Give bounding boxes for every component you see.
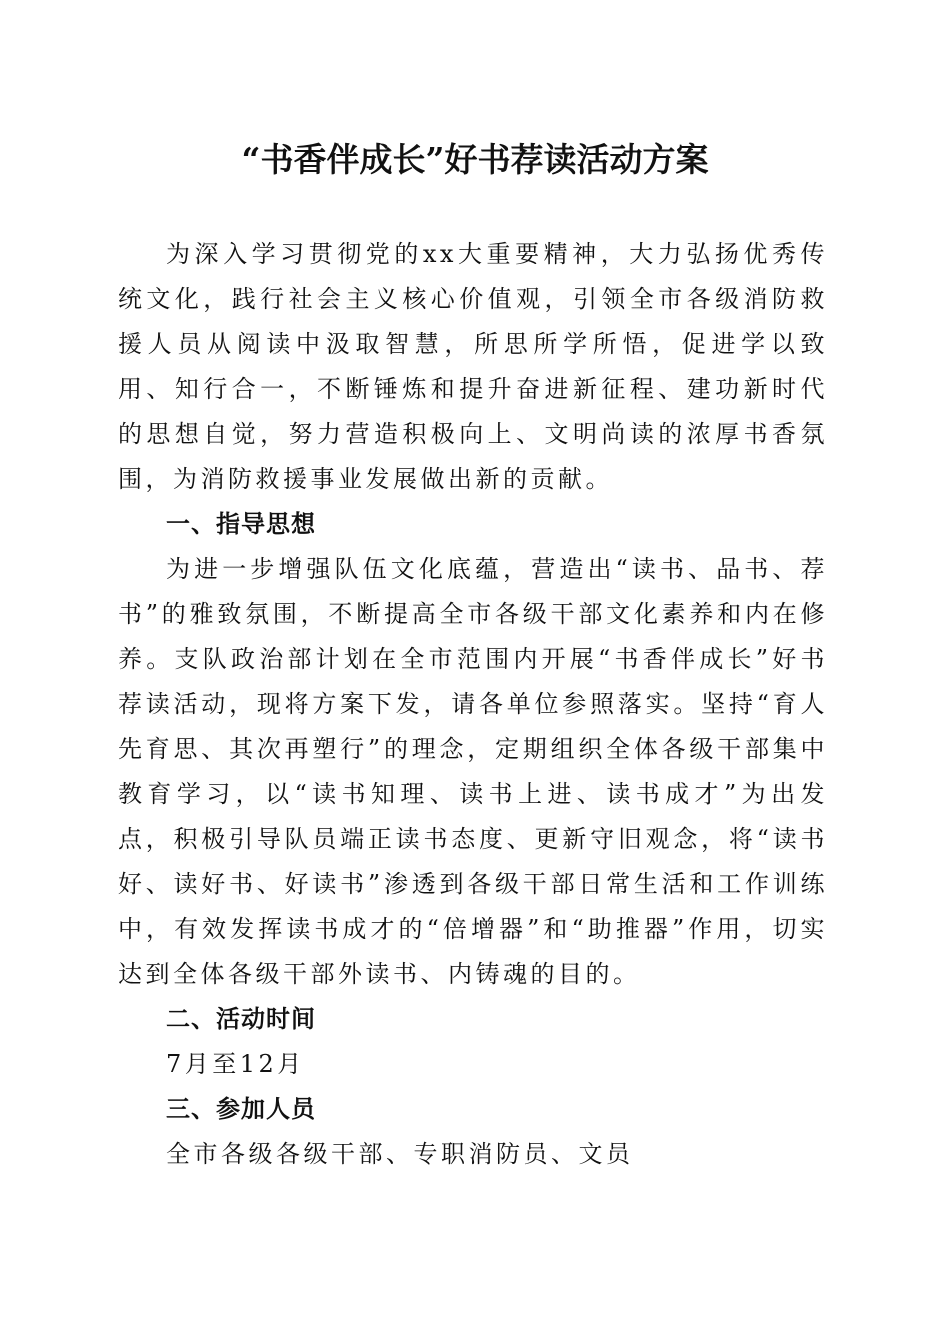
intro-paragraph: 为深入学习贯彻党的xx大重要精神，大力弘扬优秀传统文化，践行社会主义核心价值观，引领全市各级消防救援人员从阅读中汲取智慧，所思所学所悟，促进学以致用、知行合一，不断锤炼和提升奋进新征程、建功新时代的思想自觉，努力营造积极向上、文明尚读的浓厚书香氛围，为消防救援事业发展做出新的贡献。 — [118, 240, 828, 493]
section-content-participants: 全市各级各级干部、专职消防员、文员 — [166, 1140, 634, 1168]
section-heading-guiding-ideology: 一、指导思想 — [166, 510, 316, 538]
document-title: “书香伴成长”好书荐读活动方案 — [241, 140, 709, 179]
document-body — [118, 232, 828, 1177]
section-content-activity-time: 7月至12月 — [166, 1050, 305, 1078]
section-heading-activity-time: 二、活动时间 — [166, 1005, 316, 1033]
section-heading-participants: 三、参加人员 — [166, 1095, 316, 1123]
section-content-guiding-ideology: 为进一步增强队伍文化底蕴，营造出“读书、品书、荐书”的雅致氛围，不断提高全市各级干部文化素养和内在修养。支队政治部计划在全市范围内开展“书香伴成长”好书荐读活动，现将方案下发，请各单位参照落实。坚持“育人先育思、其次再塑行”的理念，定期组织全体各级干部集中教育学习，以“读书知理、读书上进、读书成才”为出发点，积极引导队员端正读书态度、更新守旧观念，将“读书好、读好书、好读书”渗透到各级干部日常生活和工作训练中，有效发挥读书成才的“倍增器”和“助推器”作用，切实达到全体各级干部外读书、内铸魂的目的。 — [118, 555, 828, 988]
